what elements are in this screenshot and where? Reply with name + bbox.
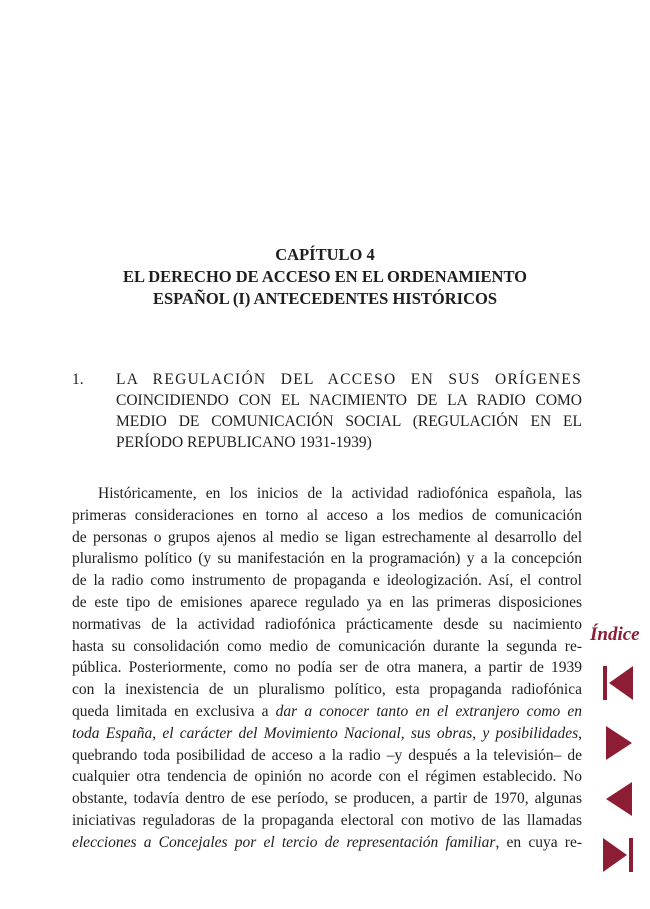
paragraph-line: Históricamente, en los inicios de la actividad radiofónica española, las xyxy=(98,485,582,502)
section-title-line: PERÍODO REPUBLICANO 1931-1939) xyxy=(116,434,372,451)
chapter-number: CAPÍTULO 4 xyxy=(275,245,375,264)
section-heading xyxy=(72,369,582,453)
paragraph-line: pública. Posteriormente, como no podía ser de otra manera, a partir de 1939 xyxy=(72,659,582,677)
paragraph-line: iniciativas reguladoras de la propaganda electoral con motivo de las llamadas xyxy=(72,811,582,829)
paragraph-line: de la radio como instrumento de propaganda e ideologización. Así, el control xyxy=(72,572,582,590)
paragraph-line: pluralismo político (y su manifestación en la programación) y a la concepción xyxy=(72,550,582,568)
first-page-icon[interactable] xyxy=(600,664,636,702)
paragraph-line: de personas o grupos ajenos al medio se ligan estrechamente al desarrollo del xyxy=(72,528,582,546)
section-number: 1. xyxy=(72,371,84,388)
paragraph-line: hasta su consolidación como medio de comunicación durante la segunda re- xyxy=(72,637,582,655)
paragraph-line: obstante, todavía dentro de ese período, se producen, a partir de 1970, algunas xyxy=(72,790,582,808)
paragraph-line xyxy=(72,723,582,745)
section-title-line: COINCIDIENDO CON EL NACIMIENTO DE LA RADIO COMO xyxy=(116,392,582,409)
chapter-title-line: EL DERECHO DE ACCESO EN EL ORDENAMIENTO xyxy=(122,267,528,286)
paragraph-line: con la inexistencia de un pluralismo político, esta propaganda radiofónica xyxy=(72,681,582,699)
body-paragraph xyxy=(72,483,582,854)
paragraph-line xyxy=(72,832,582,854)
section-title-line: LA REGULACIÓN DEL ACCESO EN SUS ORÍGENES xyxy=(116,371,582,388)
paragraph-text: , en cuya re- xyxy=(495,833,582,851)
italic-quote: dar a conocer tanto en el extranjero como en xyxy=(275,702,582,720)
paragraph-line: cualquier otra tendencia de opinión no acorde con el régimen establecido. No xyxy=(72,768,582,786)
chapter-heading xyxy=(60,244,590,310)
last-page-icon[interactable] xyxy=(600,836,636,874)
paragraph-line xyxy=(72,701,582,723)
paragraph-line: primeras consideraciones en torno al acceso a los medios de comunicación xyxy=(72,506,582,524)
italic-quote: toda España, el carácter del Movimiento Nacional, sus obras, y posibilidades xyxy=(72,724,579,742)
index-link[interactable]: Índice xyxy=(590,624,640,645)
next-page-icon[interactable] xyxy=(602,724,636,762)
paragraph-text: queda limitada en exclusiva a xyxy=(72,702,276,720)
paragraph-line: normativas de la actividad radiofónica prácticamente desde su nacimiento xyxy=(72,615,582,633)
section-title-line: MEDIO DE COMUNICACIÓN SOCIAL (REGULACIÓN EN EL xyxy=(116,413,582,430)
paragraph-text: , xyxy=(578,724,582,742)
paragraph-line: quebrando toda posibilidad de acceso a la radio –y después a la televisión– de xyxy=(72,746,582,764)
previous-page-icon[interactable] xyxy=(602,780,636,818)
chapter-title-line: ESPAÑOL (I) ANTECEDENTES HISTÓRICOS xyxy=(153,289,497,308)
paragraph-line: de este tipo de emisiones aparece regulado ya en las primeras disposiciones xyxy=(72,593,582,611)
italic-quote: elecciones a Concejales por el tercio de representación familiar xyxy=(72,833,496,851)
